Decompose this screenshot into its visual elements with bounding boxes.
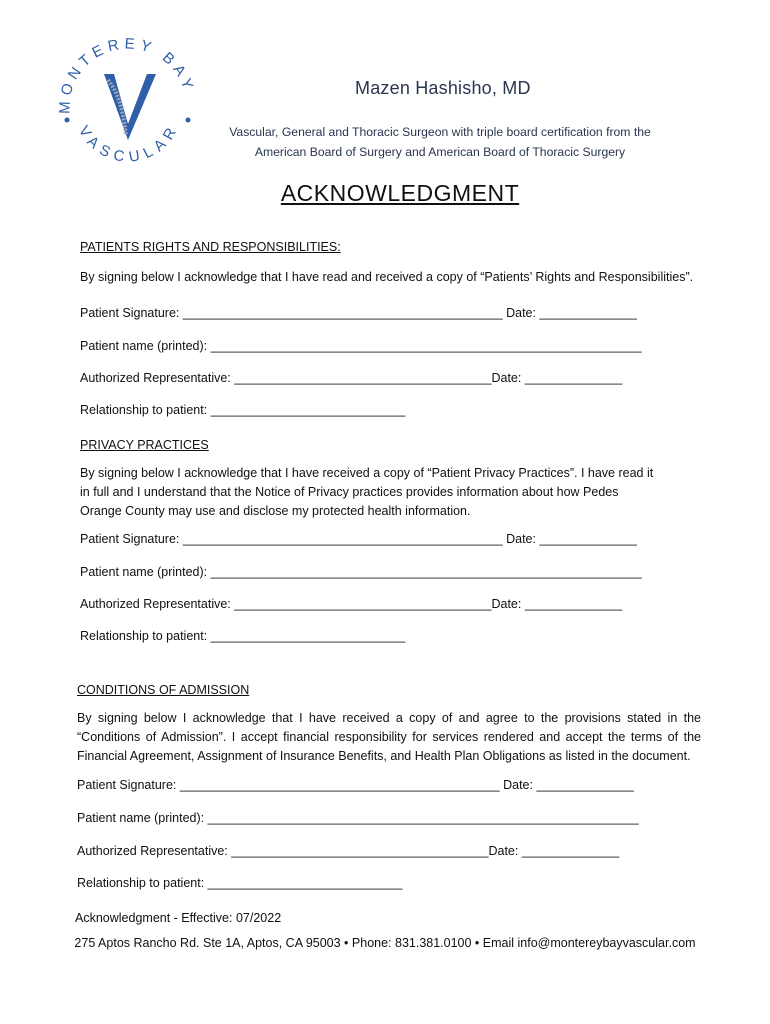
paragraph-line: Orange County may use and disclose my protected health information. — [80, 504, 471, 518]
paragraph-line: “Conditions of Admission”. I accept financial responsibility for services rendered and accept the terms of the — [77, 730, 701, 744]
logo-text-bottom: VASCULAR — [74, 119, 183, 167]
section-heading-privacy: PRIVACY PRACTICES — [80, 438, 209, 452]
paragraph-line: Financial Agreement, Assignment of Insurance Benefits, and Health Plan Obligations as listed in the document. — [77, 749, 691, 763]
paragraph-line: in full and I understand that the Notice of Privacy practices provides information about how Pedes — [80, 485, 619, 499]
patient-name-field[interactable]: Patient name (printed): ______________________________________________________________ — [80, 565, 642, 579]
logo-text-top: MONTEREY BAY — [56, 35, 198, 115]
patient-name-field[interactable]: Patient name (printed): ______________________________________________________________ — [80, 339, 642, 353]
credentials-subtitle — [180, 122, 700, 162]
authorized-representative-field[interactable]: Authorized Representative: _____________________________________Date: ______________ — [80, 597, 623, 611]
section-heading-rights: PATIENTS RIGHTS AND RESPONSIBILITIES: — [80, 240, 341, 254]
subtitle-line-2: American Board of Surgery and American Board of Thoracic Surgery — [254, 145, 626, 159]
paragraph-line: By signing below I acknowledge that I have received a copy of and agree to the provisions stated in the — [77, 711, 701, 725]
patient-signature-field[interactable]: Patient Signature: ______________________________________________ Date: ______________ — [77, 778, 634, 792]
relationship-field[interactable]: Relationship to patient: ____________________________ — [80, 403, 406, 417]
logo-dot-left — [65, 118, 70, 123]
patient-signature-field[interactable]: Patient Signature: ______________________________________________ Date: ______________ — [80, 306, 637, 320]
authorized-representative-field[interactable]: Authorized Representative: _____________________________________Date: ______________ — [80, 371, 623, 385]
page-title: ACKNOWLEDGMENT — [280, 180, 520, 206]
authorized-representative-field[interactable]: Authorized Representative: _____________________________________Date: ______________ — [77, 844, 620, 858]
patient-name-field[interactable]: Patient name (printed): ______________________________________________________________ — [77, 811, 639, 825]
contact-footer: 275 Aptos Rancho Rd. Ste 1A, Aptos, CA 95003 • Phone: 831.381.0100 • Email info@montereybayvascular.com — [74, 936, 696, 950]
section-heading-admission: CONDITIONS OF ADMISSION — [77, 683, 250, 697]
relationship-field[interactable]: Relationship to patient: ____________________________ — [80, 629, 406, 643]
relationship-field[interactable]: Relationship to patient: ____________________________ — [77, 876, 403, 890]
patient-signature-field[interactable]: Patient Signature: ______________________________________________ Date: ______________ — [80, 532, 637, 546]
doctor-name: Mazen Hashisho, MD — [355, 78, 531, 98]
effective-date: Acknowledgment - Effective: 07/2022 — [75, 911, 282, 925]
paragraph-line: By signing below I acknowledge that I have received a copy of “Patient Privacy Practices”. I have read it — [80, 466, 654, 480]
section-paragraph-privacy — [80, 464, 653, 521]
section-paragraph-admission — [77, 709, 701, 766]
subtitle-line-1: Vascular, General and Thoracic Surgeon with triple board certification from the — [229, 125, 651, 139]
section-paragraph-rights — [80, 268, 693, 287]
paragraph-line: By signing below I acknowledge that I have read and received a copy of “Patients’ Rights and Responsibilities”. — [80, 270, 694, 284]
